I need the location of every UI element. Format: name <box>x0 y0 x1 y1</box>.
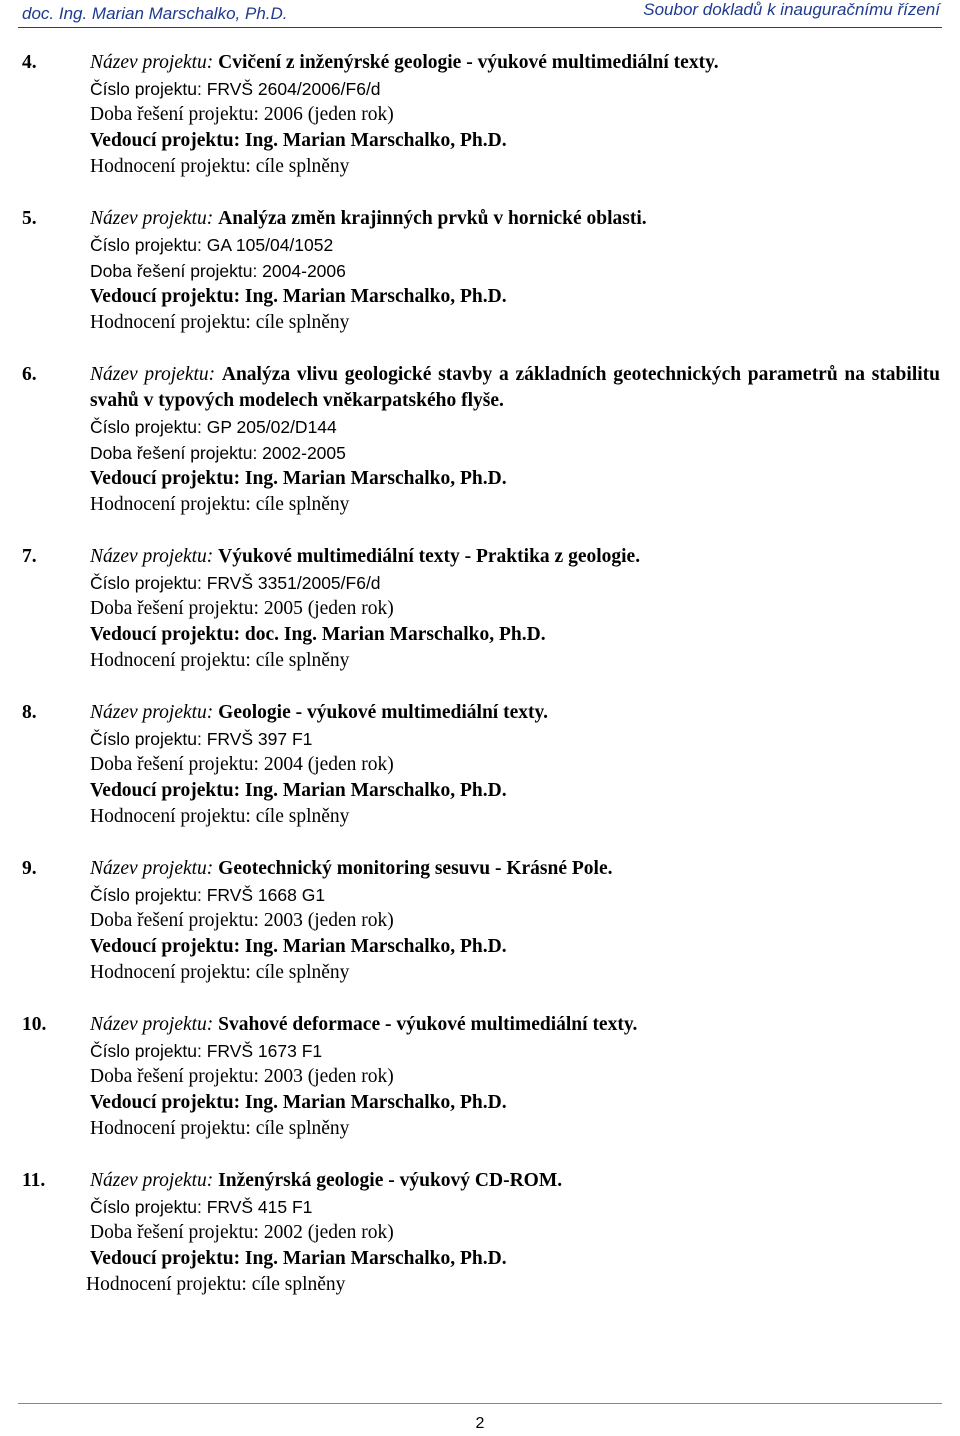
project-code: Číslo projektu: FRVŠ 1673 F1 <box>90 1041 323 1061</box>
project-leader: Vedoucí projektu: doc. Ing. Marian Marschalko, Ph.D. <box>90 624 546 645</box>
project-duration: Doba řešení projektu: 2005 (jeden rok) <box>90 598 394 619</box>
project-evaluation: Hodnocení projektu: cíle splněny <box>90 962 350 983</box>
project-title-label: Název projektu: <box>90 52 214 73</box>
project-duration: Doba řešení projektu: 2003 (jeden rok) <box>90 910 394 931</box>
project-title: Geotechnický monitoring sesuvu - Krásné Pole. <box>218 858 613 879</box>
project-code: Číslo projektu: FRVŠ 3351/2005/F6/d <box>90 573 381 593</box>
project-item <box>0 1012 960 1142</box>
project-number: 11. <box>22 1170 46 1191</box>
project-title-line <box>90 1168 940 1194</box>
project-number: 9. <box>22 858 37 879</box>
project-number: 8. <box>22 702 37 723</box>
project-title-line <box>90 544 940 570</box>
project-item <box>0 544 960 674</box>
project-title-label: Název projektu: <box>90 702 214 723</box>
project-title-label: Název projektu: <box>90 208 214 229</box>
project-leader: Vedoucí projektu: Ing. Marian Marschalko, Ph.D. <box>90 1248 507 1269</box>
project-number: 10. <box>22 1014 47 1035</box>
project-number: 4. <box>22 52 37 73</box>
project-title-line <box>90 856 940 882</box>
project-item <box>0 50 960 180</box>
project-code: Číslo projektu: FRVŠ 415 F1 <box>90 1197 313 1217</box>
project-duration: Doba řešení projektu: 2002 (jeden rok) <box>90 1222 394 1243</box>
project-duration: Doba řešení projektu: 2006 (jeden rok) <box>90 104 394 125</box>
project-code: Číslo projektu: FRVŠ 397 F1 <box>90 729 313 749</box>
project-title: Geologie - výukové multimediální texty. <box>218 702 549 723</box>
project-evaluation: Hodnocení projektu: cíle splněny <box>90 156 350 177</box>
footer-divider <box>18 1403 942 1404</box>
project-evaluation: Hodnocení projektu: cíle splněny <box>90 1118 350 1139</box>
project-leader: Vedoucí projektu: Ing. Marian Marschalko, Ph.D. <box>90 130 507 151</box>
project-title-line <box>90 1012 940 1038</box>
project-item <box>0 206 960 336</box>
project-title-label: Název projektu: <box>90 1014 214 1035</box>
project-item <box>0 1168 960 1298</box>
project-number: 5. <box>22 208 37 229</box>
project-code: Číslo projektu: FRVŠ 2604/2006/F6/d <box>90 79 381 99</box>
project-evaluation: Hodnocení projektu: cíle splněny <box>90 312 350 333</box>
project-duration: Doba řešení projektu: 2004 (jeden rok) <box>90 754 394 775</box>
project-duration: Doba řešení projektu: 2002-2005 <box>90 443 346 463</box>
project-duration: Doba řešení projektu: 2004-2006 <box>90 261 346 281</box>
project-number: 7. <box>22 546 37 567</box>
project-leader: Vedoucí projektu: Ing. Marian Marschalko, Ph.D. <box>90 936 507 957</box>
project-title-label: Název projektu: <box>90 364 216 385</box>
project-title: Cvičení z inženýrské geologie - výukové multimediální texty. <box>218 52 719 73</box>
project-code: Číslo projektu: FRVŠ 1668 G1 <box>90 885 326 905</box>
project-duration: Doba řešení projektu: 2003 (jeden rok) <box>90 1066 394 1087</box>
project-code: Číslo projektu: GA 105/04/1052 <box>90 235 334 255</box>
project-title-label: Název projektu: <box>90 546 214 567</box>
project-title: Inženýrská geologie - výukový CD-ROM. <box>218 1170 563 1191</box>
project-title-label: Název projektu: <box>90 858 214 879</box>
project-item <box>0 856 960 986</box>
project-title-line <box>90 700 940 726</box>
project-code: Číslo projektu: GP 205/02/D144 <box>90 417 337 437</box>
project-list <box>0 50 960 1324</box>
project-leader: Vedoucí projektu: Ing. Marian Marschalko, Ph.D. <box>90 1092 507 1113</box>
header-author: doc. Ing. Marian Marschalko, Ph.D. <box>22 4 288 23</box>
project-leader: Vedoucí projektu: Ing. Marian Marschalko, Ph.D. <box>90 780 507 801</box>
project-evaluation: Hodnocení projektu: cíle splněny <box>90 650 350 671</box>
project-title: Výukové multimediální texty - Praktika z geologie. <box>218 546 641 567</box>
project-item <box>0 362 960 518</box>
page-number: 2 <box>475 1415 485 1432</box>
project-title-label: Název projektu: <box>90 1170 214 1191</box>
project-title-line <box>90 362 940 414</box>
project-number: 6. <box>22 364 37 385</box>
project-title: Analýza změn krajinných prvků v hornické oblasti. <box>218 208 647 229</box>
project-evaluation: Hodnocení projektu: cíle splněny <box>90 494 350 515</box>
project-title-line <box>90 50 940 76</box>
header-divider <box>18 27 942 28</box>
project-leader: Vedoucí projektu: Ing. Marian Marschalko, Ph.D. <box>90 286 507 307</box>
project-item <box>0 700 960 830</box>
project-evaluation: Hodnocení projektu: cíle splněny <box>90 806 350 827</box>
header-document-title: Soubor dokladů k inauguračnímu řízení <box>643 0 940 19</box>
project-title-line <box>90 206 940 232</box>
project-title: Svahové deformace - výukové multimediální texty. <box>218 1014 638 1035</box>
project-evaluation: Hodnocení projektu: cíle splněny <box>86 1274 346 1295</box>
page-header <box>0 0 960 30</box>
project-leader: Vedoucí projektu: Ing. Marian Marschalko, Ph.D. <box>90 468 507 489</box>
project-title: Analýza vlivu geologické stavby a základních geotechnických parametrů na stabilitu svahů v typových modelech vněkarpatského flyše. <box>90 364 940 411</box>
